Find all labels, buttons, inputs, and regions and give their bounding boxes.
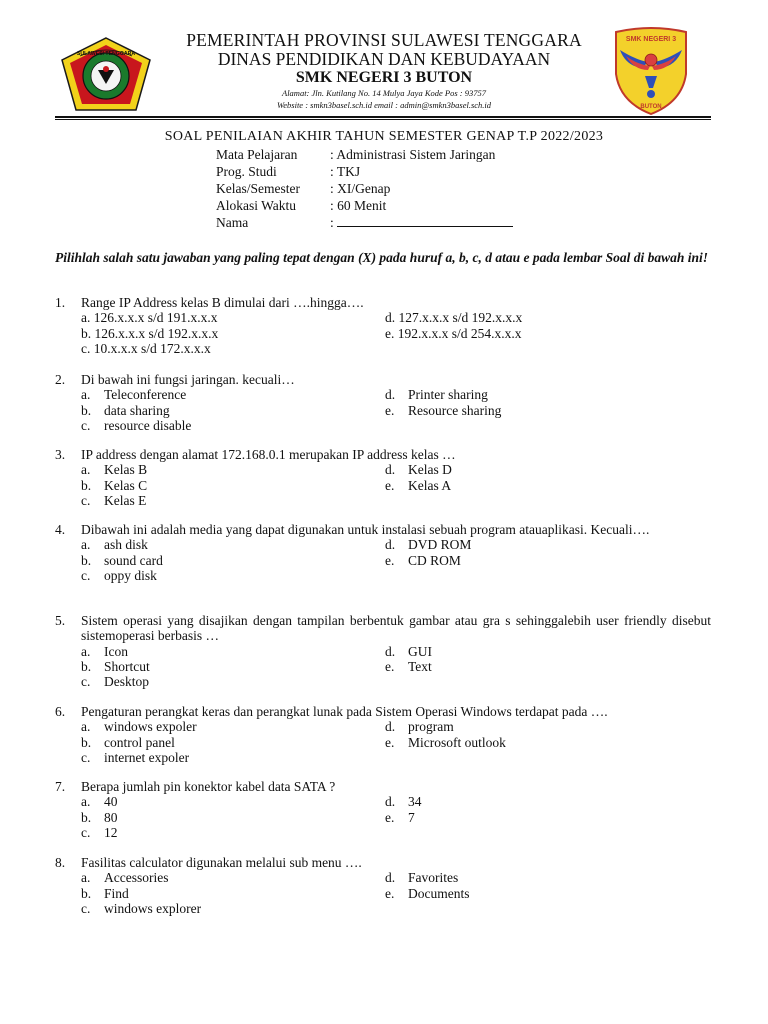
logo-right-bottom-text: BUTON <box>640 104 662 110</box>
option-a: a. windows expoler <box>81 719 197 735</box>
option-d: d. Printer sharing <box>385 387 488 403</box>
question-5 <box>55 613 711 689</box>
name-blank-line[interactable] <box>337 214 513 227</box>
question-text: Dibawah ini adalah media yang dapat digunakan untuk instalasi sebuah program atauaplikasi. Kecuali…. <box>81 522 650 537</box>
question-text: Sistem operasi yang disajikan dengan tampilan berbentuk gambar atau gra s sehinggalebih user friendly disebut sistemoperasi berbasis … <box>81 613 711 644</box>
question-text: Berapa jumlah pin konektor kabel data SATA ? <box>81 779 336 794</box>
question-text: Di bawah ini fungsi jaringan. kecuali… <box>81 372 295 387</box>
option-b: b. sound card <box>81 552 163 568</box>
option-b: b. Kelas C <box>81 477 148 493</box>
info-value: : XI/Genap <box>330 181 391 196</box>
option-b: b. Find <box>81 885 129 901</box>
option-e: e. Text <box>385 658 432 674</box>
option-a: a. 40 <box>81 794 118 810</box>
question-number: 1. <box>55 295 66 310</box>
info-label: Nama <box>216 215 249 230</box>
info-label: Alokasi Waktu <box>216 198 297 213</box>
question-4 <box>55 522 711 583</box>
question-1 <box>55 295 711 356</box>
option-e: e. Kelas A <box>385 477 452 493</box>
option-b: b. 126.x.x.x s/d 192.x.x.x <box>81 325 219 341</box>
question-number: 3. <box>55 447 66 462</box>
question-number: 8. <box>55 855 66 870</box>
option-a: a. Kelas B <box>81 462 148 478</box>
question-text: Range IP Address kelas B dimulai dari ….hingga…. <box>81 295 364 310</box>
info-value: : TKJ <box>330 164 361 179</box>
option-e: e. CD ROM <box>385 552 461 568</box>
info-label: Kelas/Semester <box>216 181 300 196</box>
info-value: : 60 Menit <box>330 198 387 213</box>
question-number: 4. <box>55 522 66 537</box>
header-government: PEMERINTAH PROVINSI SULAWESI TENGGARA <box>186 30 582 50</box>
option-b: b. Shortcut <box>81 658 150 674</box>
option-b: b. 80 <box>81 809 118 825</box>
option-d: d. program <box>385 719 454 735</box>
option-d: d. Favorites <box>385 870 459 886</box>
header-divider-thin <box>55 119 711 120</box>
option-d: d. 127.x.x.x s/d 192.x.x.x <box>385 310 523 326</box>
option-c: c. windows explorer <box>81 900 202 916</box>
question-number: 6. <box>55 704 66 719</box>
option-d: d. DVD ROM <box>385 537 472 553</box>
header-department: DINAS PENDIDIKAN DAN KEBUDAYAAN <box>217 49 551 69</box>
option-a: a. Accessories <box>81 870 169 886</box>
info-row-class <box>216 180 513 197</box>
option-b: b. data sharing <box>81 402 170 418</box>
info-label: Prog. Studi <box>216 164 277 179</box>
logo-right-top-text: SMK NEGERI 3 <box>625 36 677 43</box>
option-d: d. 34 <box>385 794 422 810</box>
question-2 <box>55 372 711 433</box>
info-row-subject <box>216 146 513 163</box>
info-row-name <box>216 214 513 231</box>
option-c: c. Desktop <box>81 674 149 690</box>
header-school-name: SMK NEGERI 3 BUTON <box>295 69 473 86</box>
question-6 <box>55 704 711 765</box>
option-c: c. 12 <box>81 824 118 840</box>
question-text: Fasilitas calculator digunakan melalui sub menu …. <box>81 855 362 870</box>
option-e: e. Microsoft outlook <box>385 734 506 750</box>
header-divider-thick <box>55 116 711 118</box>
question-7 <box>55 779 711 840</box>
option-d: d. Kelas D <box>385 462 452 478</box>
option-e: e. 7 <box>385 809 415 825</box>
info-row-time <box>216 197 513 214</box>
header-website: Website : smkn3basel.sch.id email : admin@smkn3basel.sch.id <box>276 100 492 110</box>
option-c: c. internet expoler <box>81 749 190 765</box>
header-address: Alamat: Jln. Kutilang No. 14 Mulya Jaya Kode Pos : 93757 <box>282 88 486 98</box>
logo-left-caption: SULAWESI TENGGARA <box>76 51 136 57</box>
option-b: b. control panel <box>81 734 175 750</box>
info-label: Mata Pelajaran <box>216 147 298 162</box>
info-value: : <box>330 215 334 230</box>
question-3 <box>55 447 711 508</box>
question-text: IP address dengan alamat 172.168.0.1 merupakan IP address kelas … <box>81 447 456 462</box>
option-a: a. Teleconference <box>81 387 187 403</box>
option-a: a. Icon <box>81 643 128 659</box>
option-a: a. 126.x.x.x s/d 191.x.x.x <box>81 310 218 326</box>
exam-title: SOAL PENILAIAN AKHIR TAHUN SEMESTER GENAP T.P 2022/2023 <box>164 129 604 144</box>
info-row-program <box>216 163 513 180</box>
option-e: e. 192.x.x.x s/d 254.x.x.x <box>385 325 522 341</box>
option-e: e. Documents <box>385 885 470 901</box>
option-c: c. Kelas E <box>81 492 147 508</box>
question-8 <box>55 855 711 916</box>
info-value: : Administrasi Sistem Jaringan <box>330 147 496 162</box>
option-c: c. resource disable <box>81 417 192 433</box>
exam-info <box>216 146 513 231</box>
question-text: Pengaturan perangkat keras dan perangkat lunak pada Sistem Operasi Windows terdapat pada …. <box>81 704 608 719</box>
option-e: e. Resource sharing <box>385 402 502 418</box>
question-number: 7. <box>55 779 66 794</box>
option-c: c. oppy disk <box>81 567 157 583</box>
option-c: c. 10.x.x.x s/d 172.x.x.x <box>81 340 211 356</box>
option-a: a. ash disk <box>81 537 148 553</box>
option-d: d. GUI <box>385 643 432 659</box>
question-number: 5. <box>55 613 66 628</box>
instructions: Pilihlah salah satu jawaban yang paling tepat dengan (X) pada huruf a, b, c, d atau e pada lembar Soal di bawah ini! <box>55 250 708 265</box>
question-number: 2. <box>55 372 66 387</box>
